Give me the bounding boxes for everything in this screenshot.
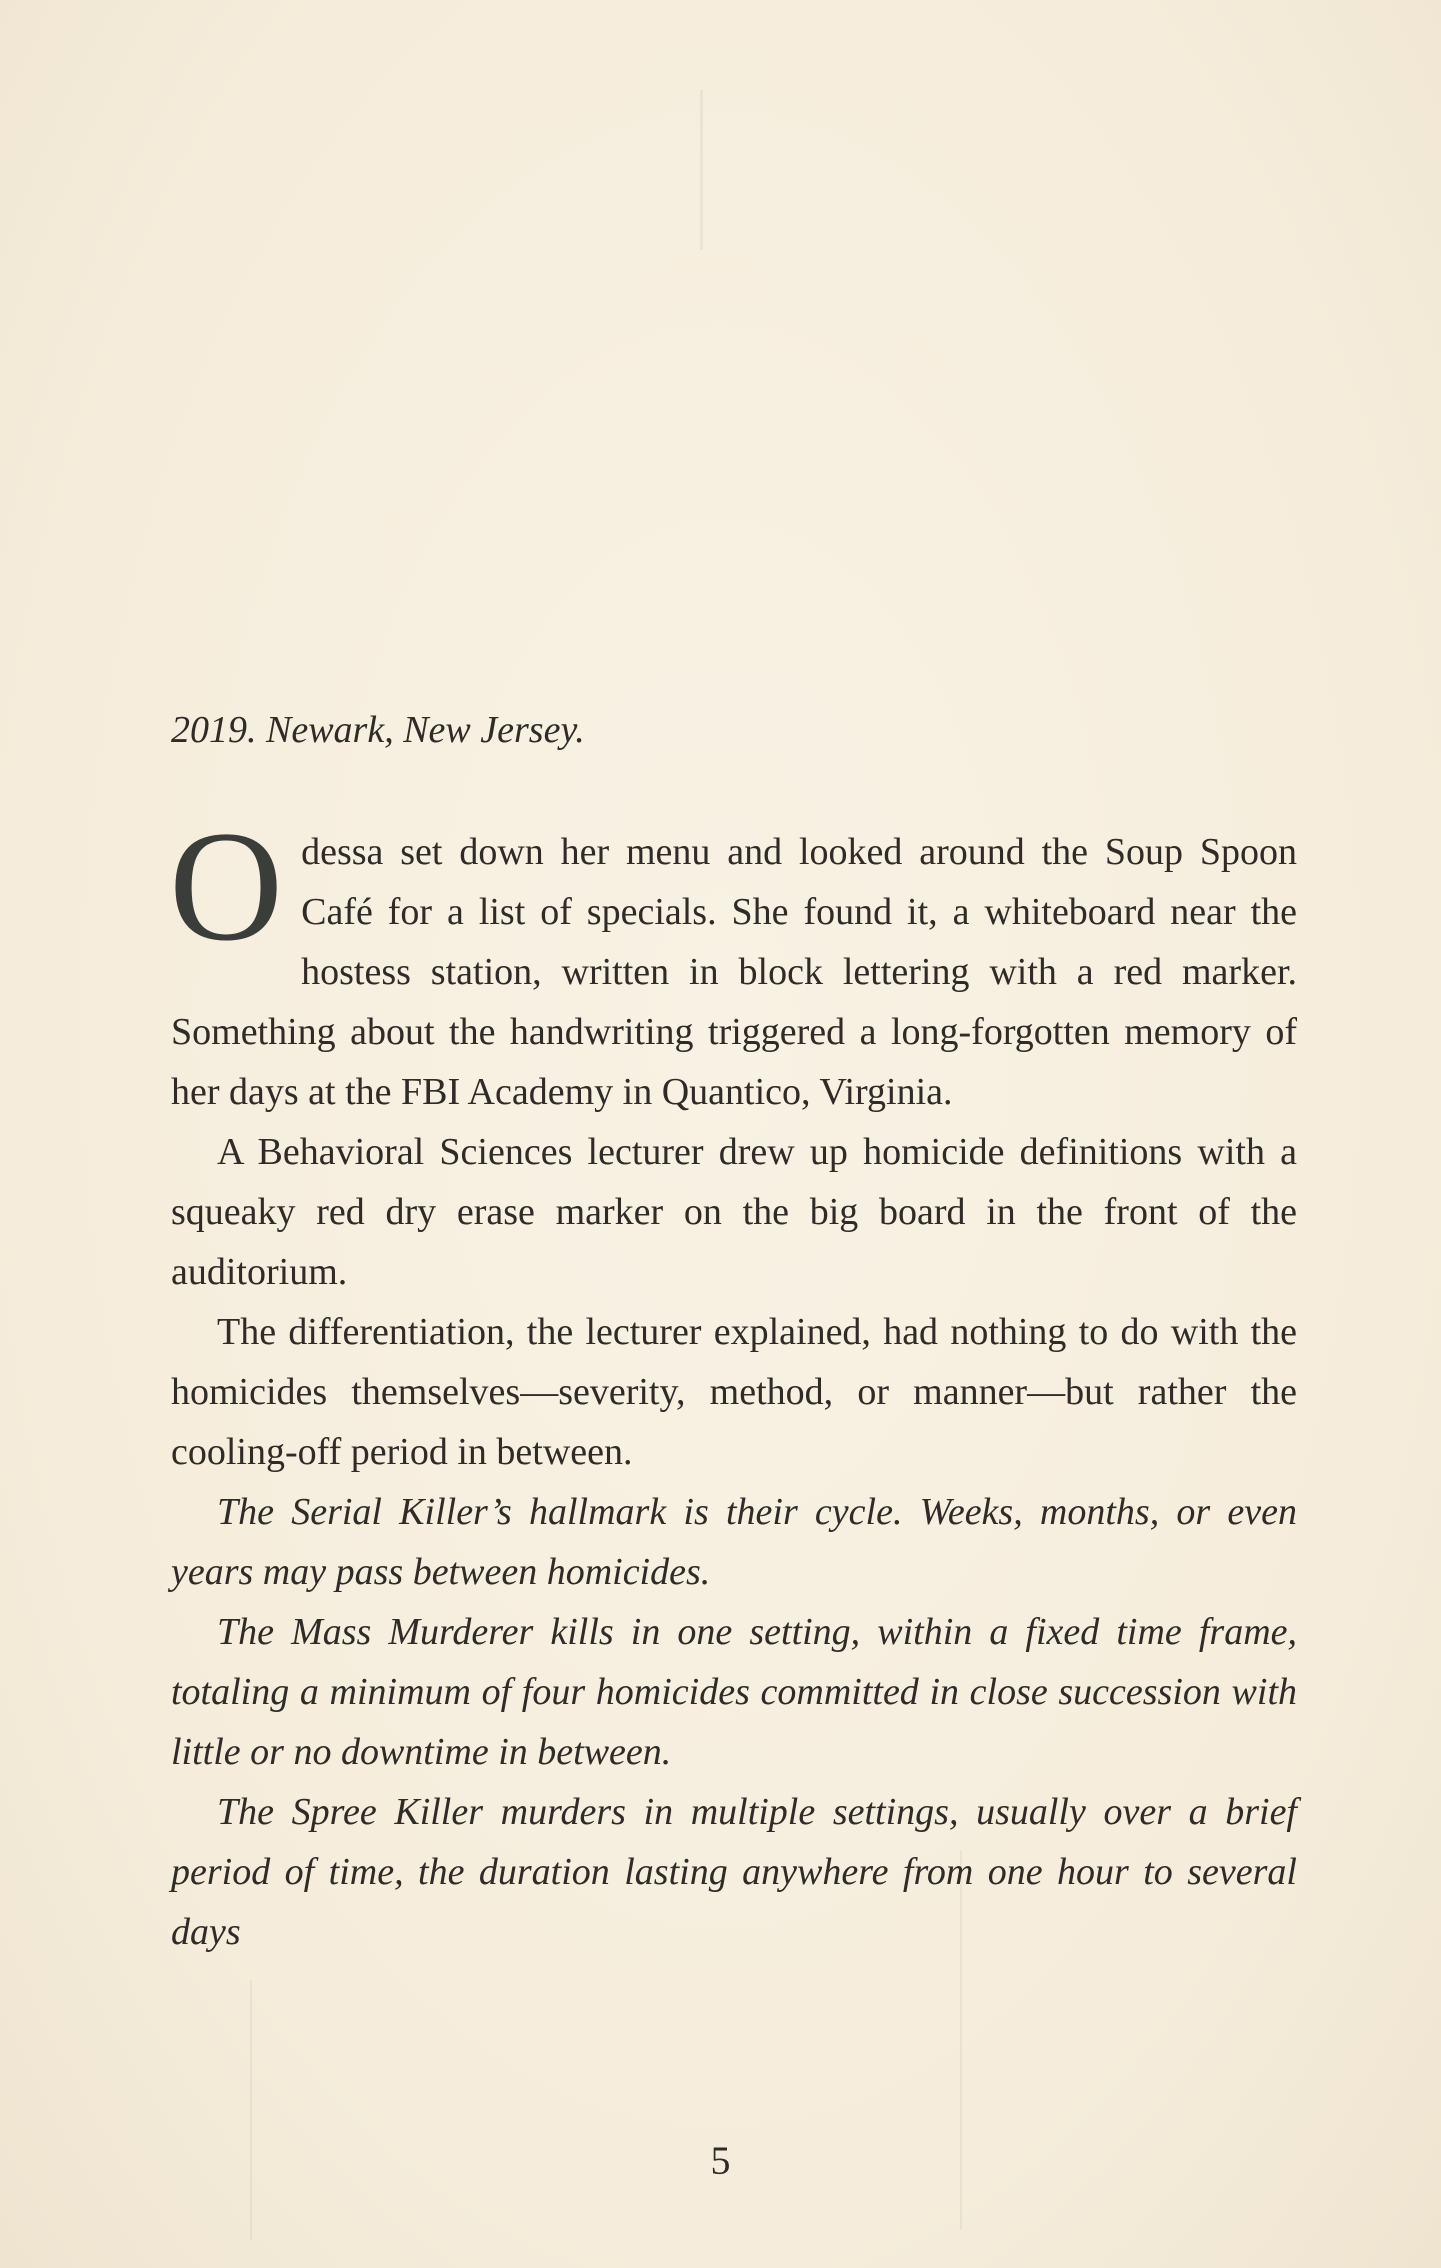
- drop-cap: O: [169, 799, 284, 974]
- location-line: 2019. Newark, New Jersey.: [171, 709, 585, 751]
- body-text: [171, 700, 1297, 1962]
- page-number: 5: [710, 2138, 731, 2183]
- paper-texture-mark: [250, 1980, 252, 2240]
- paragraph: A Behavioral Sciences lecturer drew up homicide definitions with a squeaky red dry erase marker on the big board in the front of the auditorium.: [171, 1131, 1297, 1293]
- paragraph: The differentiation, the lecturer explained, had nothing to do with the homicides themselves—severity, method, or manner—but rather the cooling-off period in between.: [171, 1311, 1297, 1473]
- paragraph-opening: [169, 799, 1297, 1122]
- paragraph-italic: The Mass Murderer kills in one setting, within a fixed time frame, totaling a minimum of four homicides committed in close succession with little or no downtime in between.: [171, 1611, 1297, 1773]
- paragraph-italic: The Spree Killer murders in multiple settings, usually over a brief period of time, the duration lasting anywhere from one hour to several days: [171, 1791, 1297, 1953]
- paragraph-italic: The Serial Killer’s hallmark is their cycle. Weeks, months, or even years may pass between homicides.: [171, 1491, 1297, 1593]
- paper-texture-mark: [700, 90, 703, 250]
- paragraph-text: dessa set down her menu and looked around the Soup Spoon Café for a list of specials. She found it, a whiteboard near the hostess station, written in block lettering with a red marker. Something about the handwriting triggered a long-forgotten memory of her days at the FBI Academy in Quantico, Virginia.: [171, 831, 1297, 1113]
